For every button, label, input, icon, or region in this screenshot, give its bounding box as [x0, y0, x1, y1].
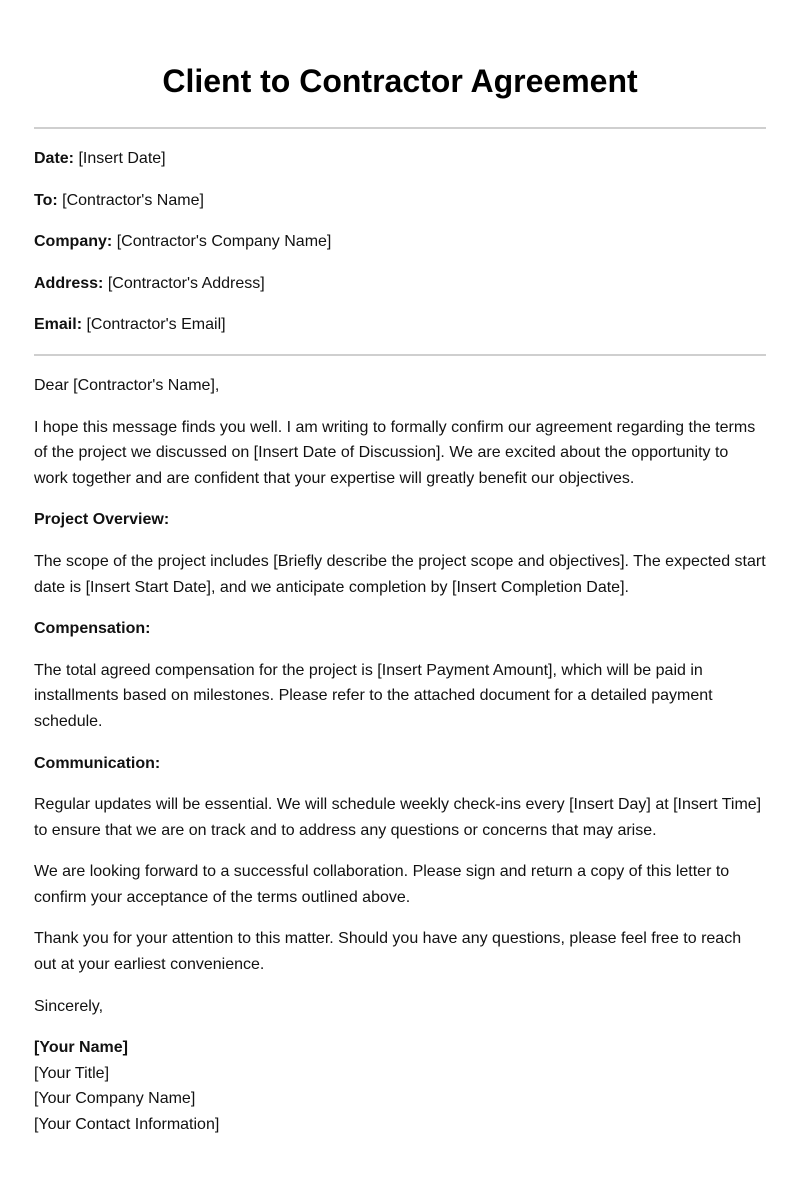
field-value: [Insert Date]: [78, 150, 166, 167]
field-to: [34, 188, 766, 214]
field-label: Address:: [34, 274, 104, 292]
section-text-compensation: The total agreed compensation for the project is [Insert Payment Amount], which will be paid in installments based on milestones. Please refer to the attached document for a detailed payment schedule.: [34, 661, 713, 730]
field-company: [34, 229, 766, 255]
signature-title: [Your Title]: [34, 1064, 110, 1082]
signature-contact: [Your Contact Information]: [34, 1116, 220, 1134]
signature-block: [34, 1035, 766, 1137]
field-label: Date:: [34, 150, 75, 167]
field-label: To:: [34, 191, 58, 209]
field-email: [34, 312, 766, 338]
intro-paragraph: I hope this message finds you well. I am writing to formally confirm our agreement regarding the terms of the project we discussed on [Insert Date of Discussion]. We are excited about the opportunity to work together and are confident that your expertise will greatly benefit our objectives.: [34, 418, 756, 487]
field-value: [Contractor's Company Name]: [116, 233, 332, 251]
field-label: Email:: [34, 316, 83, 334]
salutation: Dear [Contractor's Name],: [34, 376, 220, 394]
field-value: [Contractor's Name]: [62, 191, 204, 209]
letter-body: [34, 356, 766, 1138]
closing-paragraph: Thank you for your attention to this matter. Should you have any questions, please feel free to reach out at your earliest convenience.: [34, 930, 742, 974]
header-fields: [34, 129, 766, 338]
section-heading-project-overview: Project Overview:: [34, 511, 170, 529]
signature-name: [Your Name]: [34, 1039, 128, 1057]
signature-company: [Your Company Name]: [34, 1090, 196, 1108]
signoff: Sincerely,: [34, 997, 104, 1015]
field-value: [Contractor's Email]: [86, 316, 226, 334]
section-heading-compensation: Compensation:: [34, 620, 151, 638]
section-heading-communication: Communication:: [34, 754, 161, 772]
field-address: [34, 271, 766, 297]
section-text-communication: Regular updates will be essential. We will schedule weekly check-ins every [Insert Day] at [Insert Time] to ensure that we are on track and to address any questions or concerns that may arise.: [34, 796, 762, 839]
document-page: [34, 0, 766, 1138]
field-label: Company:: [34, 233, 113, 251]
field-value: [Contractor's Address]: [107, 274, 265, 292]
closing-paragraph: We are looking forward to a successful collaboration. Please sign and return a copy of this letter to confirm your acceptance of the terms outlined above.: [34, 863, 730, 906]
document-title: Client to Contractor Agreement: [162, 63, 638, 99]
section-text-project-overview: The scope of the project includes [Briefly describe the project scope and objectives]. The expected start date is [Insert Start Date], and we anticipate completion by [Insert Completion Date].: [34, 552, 766, 596]
field-date: [34, 146, 766, 172]
